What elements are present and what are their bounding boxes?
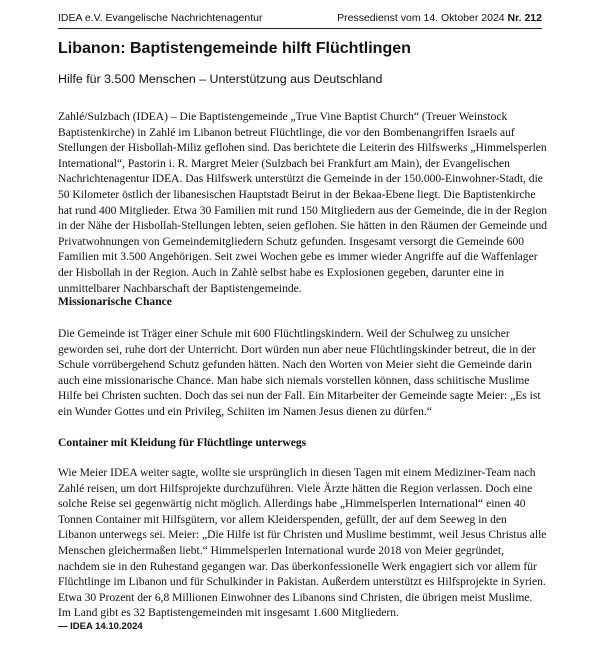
section-heading-missionary: Missionarische Chance <box>58 296 172 308</box>
section-paragraph-missionary <box>58 327 548 421</box>
issue-info <box>337 12 542 24</box>
section1-text: Die Gemeinde ist Träger einer Schule mit 600 Flüchtlingskindern. Weil der Schulweg zu unsicher geworden sei, ruhe dort der Unterricht. Dort würden nun aber neue Flüchtlingskinder betreut, die in der Schule vorrübergehend Schutz gefunden hätten. Nach den Worten von Meier sieht die Gemeinde darin auch eine missionarische Chance. Man habe sich niemals vorstellen können, dass schiitische Muslime Hilfe bei Christen suchten. Doch das sei nun der Fall. Ein Mitarbeiter der Gemeinde sagte Meier: „Es ist ein Wunder Gottes und ein Privileg, Schiiten im Namen Jesus dienen zu dürfen.“ <box>58 328 541 418</box>
issue-number: Nr. 212 <box>507 12 542 24</box>
intro-paragraph <box>58 110 548 297</box>
article-signature: — IDEA 14.10.2024 <box>58 621 143 632</box>
section2-text: Wie Meier IDEA weiter sagte, wollte sie ursprünglich in diesen Tagen mit einem Mediziner-Team nach Zahlé reisen, um dort Hilfsprojekte durchzuführen. Viele Ärzte hätten die Region verlassen. Doch eine solche Reise sei gegenwärtig nicht möglich. Allerdings habe „Himmelsperlen International“ einen 40 Tonnen Container mit Hilfsgütern, vor allem Kleiderspenden, gefüllt, der auf dem Seeweg in den Libanon unterwegs sei. Meier: „Die Hilfe ist für Christen und Muslime bestimmt, weil Jesus Christus alle Menschen gleichermaßen liebt.“ Himmelsperlen International wurde 2018 von Meier gegründet, nachdem sie in den Ruhestand gegangen war. Das überkonfessionelle Werk engagiert sich vor allem für Flüchtlinge im Libanon und für Schulkinder in Pakistan. Außerdem unterstützt es Hilfsprojekte in Syrien. Etwa 30 Prozent der 6,8 Millionen Einwohner des Libanons sind Christen, die übrigen meist Muslime. Im Land gibt es 32 Baptistengemeinden mit insgesamt 1.600 Mitgliedern. <box>58 467 547 620</box>
article-title: Libanon: Baptistengemeinde hilft Flüchtlingen <box>58 40 411 57</box>
section-heading-container: Container mit Kleidung für Flüchtlinge unterwegs <box>58 437 307 449</box>
section-paragraph-container <box>58 466 548 622</box>
publisher-name: IDEA e.V. Evangelische Nachrichtenagentur <box>58 12 263 24</box>
header-divider <box>58 28 542 29</box>
issue-date: Pressedienst vom 14. Oktober 2024 <box>337 12 505 24</box>
article-subtitle: Hilfe für 3.500 Menschen – Unterstützung aus Deutschland <box>58 72 383 86</box>
intro-text: Zahlé/Sulzbach (IDEA) – Die Baptistengemeinde „True Vine Baptist Church“ (Treuer Weinstock Baptistenkirche) in Zahlé im Libanon betreut Flüchtlinge, die vor den Bombenangriffen Israels auf Stellungen der Hisbollah-Miliz geflohen sind. Das berichtete die Leiterin des Hilfswerks „Himmelsperlen International“, Pastorin i. R. Margret Meier (Sulzbach bei Frankfurt am Main), der Evangelischen Nachrichtenagentur IDEA. Das Hilfswerk unterstützt die Gemeinde in der 150.000-Einwohner-Stadt, die 50 Kilometer östlich der libanesischen Hauptstadt Beirut in der Bekaa-Ebene liegt. Die Baptistenkirche hat rund 400 Mitglieder. Etwa 30 Familien mit rund 150 Mitgliedern aus der Gemeinde, die in der Region in der Nähe der Hisbollah-Stellungen lebten, seien geflohen. Sie hätten in den Räumen der Gemeinde und Privatwohnungen von Gemeindemitgliedern Schutz gefunden. Insgesamt versorgt die Gemeinde 600 Familien mit 3.500 Angehörigen. Seit zwei Wochen gebe es immer wieder Angriffe auf die Waffenlager der Hisbollah in der Region. Auch in Zahlè selbst habe es Explosionen gegeben, darunter eine in unmittelbarer Nachbarschaft der Baptistengemeinde. <box>58 111 548 295</box>
page-header <box>58 12 542 24</box>
